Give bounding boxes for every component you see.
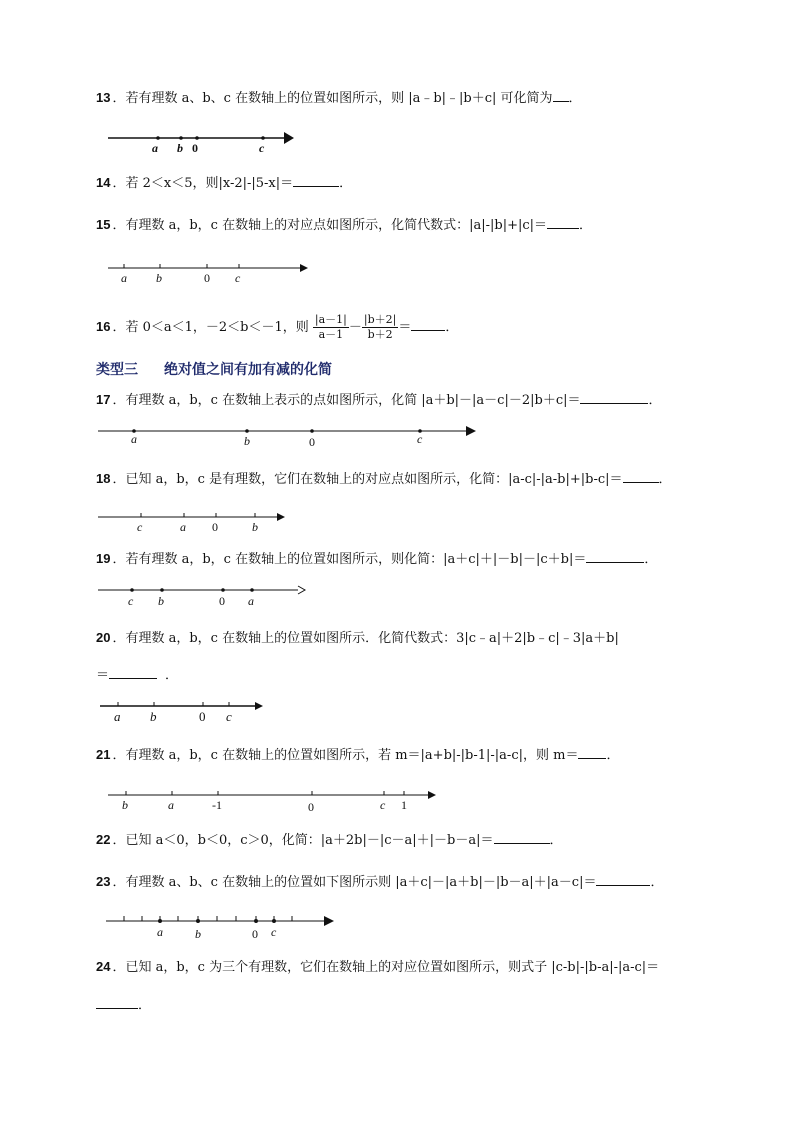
number-line-21 [0, 785, 794, 815]
point-label: c [128, 594, 134, 608]
point-label: b [252, 520, 258, 534]
question-text: ．有理数 a，b，c 在数轴上的位置如图所示，若 m＝|a+b|-|b-1|-|a-c|，则 m＝ [112, 748, 579, 763]
question-24 [96, 958, 659, 977]
point-label: a [157, 925, 163, 939]
question-19: 19 ．若有理数 a，b，c 在数轴上的位置如图所示，则化简：|a＋c|＋|－b|－|c＋b|＝ ． [96, 551, 658, 567]
fraction-1: $\frac{|a-1|}{a-1}$ [314, 313, 347, 341]
question-number: 23 [96, 874, 111, 889]
answer-blank[interactable] [580, 391, 648, 404]
point-label: 0 [199, 709, 206, 724]
question-17: 17 ．有理数 a，b，c 在数轴上表示的点如图所示，化简 |a＋b|－|a－c|－2|b＋c|＝ ． [96, 392, 662, 408]
question-number: 22 [96, 832, 111, 847]
point-label: 0 [219, 594, 225, 608]
answer-blank[interactable] [96, 996, 138, 1009]
number-line-15 [0, 258, 794, 288]
question-text: ．有理数 a，b，c 在数轴上的对应点如图所示，化简代数式：|a|-|b|+|c|＝ [112, 218, 548, 233]
question-number: 16 [96, 319, 111, 334]
question-22: 22 ．已知 a＜0，b＜0，c＞0，化简：|a＋2b|－|c－a|＋|－b－a|＝ ． [96, 832, 563, 848]
question-number: 19 [96, 551, 111, 566]
question-text: ．若有理数 a、b、c 在数轴上的位置如图所示，则 |a﹣b|﹣|b＋c| 可化简为 [112, 91, 553, 106]
point-label: a [248, 594, 254, 608]
answer-blank[interactable] [623, 470, 659, 483]
question-24-answer: ． [96, 996, 151, 1015]
question-text: ．已知 a，b，c 是有理数，它们在数轴上的对应点如图所示，化简：|a-c|-|a-b|+|b-c|＝ [112, 472, 623, 487]
section-title: 绝对值之间有加有减的化简 [164, 362, 332, 378]
point-label: c [137, 520, 143, 534]
question-text: ．若有理数 a，b，c 在数轴上的位置如图所示，则化简：|a＋c|＋|－b|－|c＋b|＝ [112, 552, 587, 567]
question-number: 18 [96, 471, 111, 486]
answer-blank[interactable] [553, 89, 569, 102]
question-number: 21 [96, 747, 111, 762]
number-line-23 [0, 911, 794, 941]
point-label: 0 [204, 271, 210, 285]
answer-blank[interactable] [586, 550, 644, 563]
question-number: 24 [96, 959, 111, 974]
question-21: 21 ．有理数 a，b，c 在数轴上的位置如图所示，若 m＝|a+b|-|b-1|-|a-c|，则 m＝ ． [96, 747, 620, 763]
number-line-18 [0, 507, 794, 537]
point-label: 0 [309, 435, 315, 449]
number-line-20 [0, 696, 794, 726]
question-16: 16 ．若 0＜a＜1，－2＜b＜－1，则 $\frac{|a-1|}{a-1}$ － $\frac{|b+2|}{b+2}$ ＝ ． [96, 313, 459, 341]
question-20 [96, 629, 619, 648]
question-20-answer: ＝ ． [96, 668, 179, 683]
point-label: b [122, 798, 128, 812]
answer-blank[interactable] [547, 216, 579, 229]
point-label: c [226, 709, 232, 724]
point-label: -1 [212, 798, 222, 812]
point-label: b [156, 271, 162, 285]
point-label: a [114, 709, 121, 724]
number-line-13 [0, 128, 794, 158]
question-13: 13 ．若有理数 a、b、c 在数轴上的位置如图所示，则 |a﹣b|﹣|b＋c| 可化简为 ． [96, 90, 582, 106]
question-text: ．若 0＜a＜1，－2＜b＜－1，则 [112, 320, 309, 335]
point-label: c [380, 798, 386, 812]
point-label: b [150, 709, 157, 724]
question-text: ．有理数 a，b，c 在数轴上表示的点如图所示，化简 |a＋b|－|a－c|－2|b＋c|＝ [112, 393, 581, 408]
point-label: b [195, 927, 201, 941]
question-number: 17 [96, 392, 111, 407]
point-label: c [271, 925, 277, 939]
point-label: a [180, 520, 186, 534]
answer-blank[interactable] [596, 873, 650, 886]
question-number: 15 [96, 217, 111, 232]
point-label: 0 [252, 927, 258, 941]
point-label: 1 [401, 798, 407, 812]
point-label: c [235, 271, 241, 285]
point-label: 0 [212, 520, 218, 534]
point-label: a [152, 141, 158, 155]
question-14: 14 ．若 2＜x＜5，则|x-2|-|5-x|＝ ． [96, 175, 353, 191]
question-text: ．已知 a＜0，b＜0，c＞0，化简：|a＋2b|－|c－a|＋|－b－a|＝ [112, 833, 494, 848]
point-label: b [177, 141, 183, 155]
point-label: 0 [308, 800, 314, 814]
point-label: b [158, 594, 164, 608]
point-label: a [121, 271, 127, 285]
fraction-2: $\frac{|b+2|}{b+2}$ [363, 313, 397, 341]
question-text: ．有理数 a、b、c 在数轴上的位置如下图所示则 |a＋c|－|a＋b|－|b－a|＋|a－c|＝ [112, 875, 597, 890]
answer-blank[interactable] [109, 666, 157, 679]
answer-blank[interactable] [293, 174, 339, 187]
section-label: 类型三 [96, 362, 138, 378]
question-number: 13 [96, 90, 111, 105]
answer-blank[interactable] [494, 831, 550, 844]
point-label: 0 [192, 141, 198, 155]
point-label: a [168, 798, 174, 812]
question-text: ．有理数 a，b，c 在数轴上的位置如图所示．化简代数式：3|c﹣a|＋2|b﹣c|﹣3|a＋b| [112, 631, 619, 646]
question-23: 23 ．有理数 a、b、c 在数轴上的位置如下图所示则 |a＋c|－|a＋b|－|b－a|＋|a－c|＝ ． [96, 874, 664, 890]
answer-blank[interactable] [411, 318, 445, 331]
point-label: a [131, 432, 137, 446]
point-label: c [417, 432, 423, 446]
answer-blank[interactable] [578, 746, 606, 759]
section-heading [96, 359, 358, 379]
point-label: b [244, 434, 250, 448]
question-text: ．已知 a，b，c 为三个有理数，它们在数轴上的对应位置如图所示，则式子 |c-b|-|b-a|-|a-c|＝ [112, 960, 660, 975]
point-label: c [259, 141, 265, 155]
question-text: ．若 2＜x＜5，则|x-2|-|5-x|＝ [112, 176, 294, 191]
question-number: 20 [96, 630, 111, 645]
question-15: 15 ．有理数 a，b，c 在数轴上的对应点如图所示，化简代数式：|a|-|b|+|c|＝ ． [96, 217, 593, 233]
number-line-19 [0, 580, 794, 610]
question-number: 14 [96, 175, 111, 190]
question-18: 18 ．已知 a，b，c 是有理数，它们在数轴上的对应点如图所示，化简：|a-c|-|a-b|+|b-c|＝ ． [96, 471, 672, 487]
number-line-17 [0, 421, 794, 451]
